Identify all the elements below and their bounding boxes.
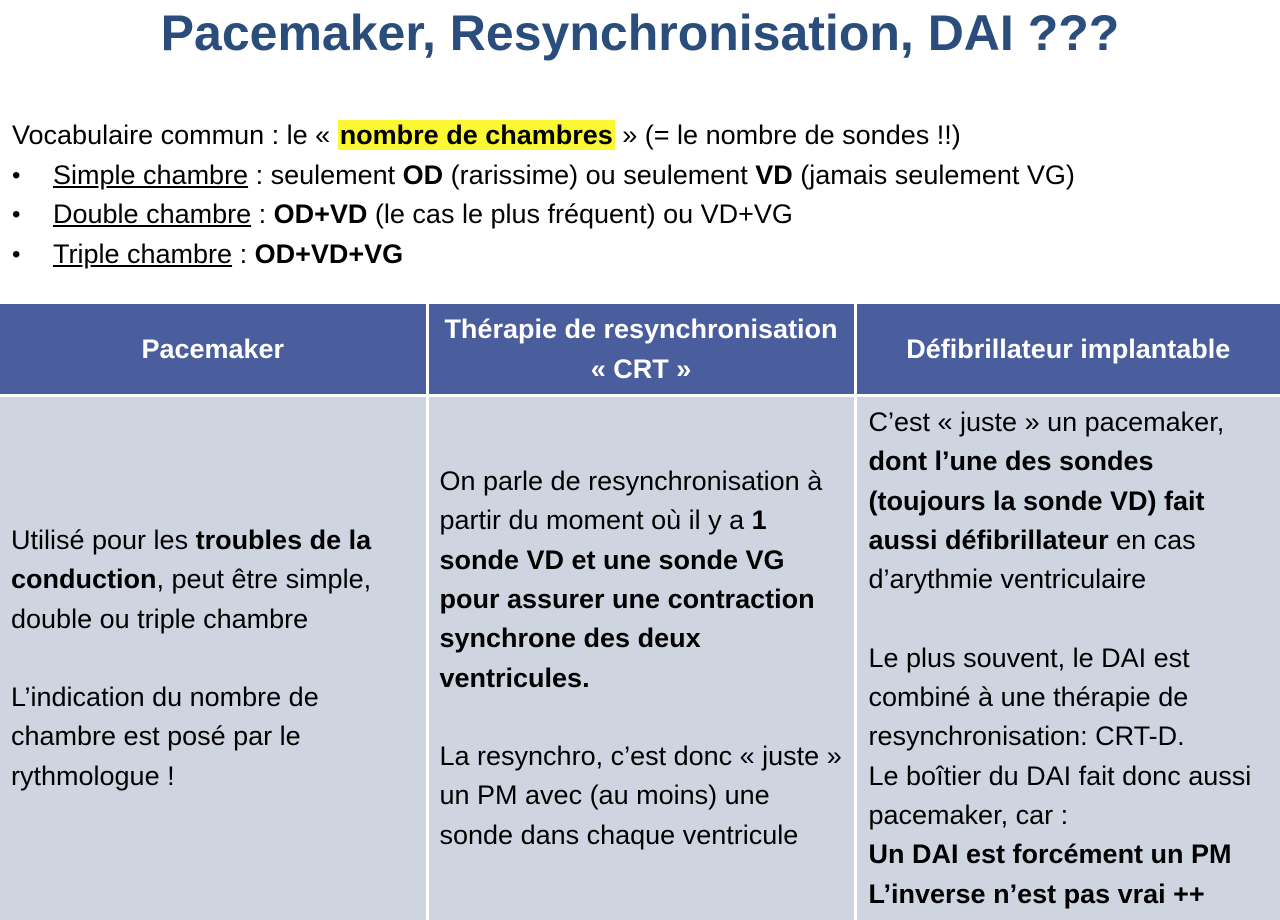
vocabulary-intro [12,116,1272,156]
chamber-list [12,156,1272,275]
list-item-triple-chamber [12,235,1272,275]
cell-bold-text: dont l’une des sondes (toujours la sonde VD) fait aussi défibrillateur [868,446,1205,555]
table-body-row [0,396,1280,920]
definition-text: (le cas le plus fréquent) ou VD+VG [367,199,793,229]
crt-summary: La resynchro, c’est donc « juste » un PM avec (au moins) une sonde dans chaque ventricule [439,741,842,850]
cell-bold-text: troubles de la conduction [11,524,372,595]
term-separator: : [251,199,274,229]
table-header-row [0,304,1280,396]
highlighted-term: nombre de chambres [339,120,613,150]
definition-text: seulement [270,159,403,190]
icd-rule [869,835,1275,874]
term-triple-chamber: Triple chambre [53,238,233,269]
cell-text: C’est « juste » un pacemaker, [868,407,1225,438]
icd-rule-inverse [869,875,1275,914]
definition-text: (rarissime) ou seulement [443,159,756,190]
icd-pacemaker-note: Le boîtier du DAI fait donc aussi pacemaker, car : [868,760,1252,831]
definition-bold: OD+VD [273,199,368,229]
pacemaker-indication: L’indication du nombre de chambre est posé par le rythmologue ! [11,682,319,791]
crt-definition [440,462,844,698]
term-simple-chamber: Simple chambre [53,159,249,190]
header-pacemaker: Pacemaker [0,304,427,396]
definition-bold: OD+VD+VG [254,238,404,269]
cell-text: On parle de resynchronisation à partir du moment où il y a [439,466,823,536]
icd-definition [869,403,1275,599]
definition-bold: OD [402,159,444,190]
cell-text: en cas d’arythmie ventriculaire [868,524,1196,595]
bullet-icon: • [12,161,21,189]
cell-crt [427,396,855,920]
cell-icd [855,396,1280,920]
cell-pacemaker [0,396,427,920]
pacemaker-usage [11,521,416,639]
cell-text: , peut être simple, double ou triple chambre [11,564,372,634]
term-separator: : [232,238,255,269]
cell-bold-text: 1 sonde VD et une sonde VG pour assurer une contraction synchrone des deux ventricules. [439,505,815,693]
term-double-chamber: Double chambre [53,199,252,229]
cell-text: Utilisé pour les [11,524,196,555]
cell-bold-text: L’inverse n’est pas vrai ++ [868,878,1205,909]
header-crt: Thérapie de resynchronisation « CRT » [427,304,855,396]
term-separator: : [248,159,271,190]
bullet-icon: • [12,240,21,268]
list-item-simple-chamber [12,156,1272,196]
cell-bold-text: Un DAI est forcément un PM [868,839,1232,870]
vocabulary-intro-after: » (= le nombre de sondes !!) [614,120,961,150]
vocabulary-section [12,116,1272,274]
vocabulary-intro-before: Vocabulaire commun : le « [12,120,338,150]
header-icd: Défibrillateur implantable [855,304,1280,396]
bullet-icon: • [12,201,21,228]
definition-text: (jamais seulement VG) [792,159,1075,190]
definition-bold: VD [755,159,793,190]
comparison-table [0,304,1280,920]
list-item-double-chamber [12,195,1272,235]
slide-title: Pacemaker, Resynchronisation, DAI ??? [160,5,1120,61]
icd-combination: Le plus souvent, le DAI est combiné à une thérapie de resynchronisation: CRT-D. [868,642,1190,752]
